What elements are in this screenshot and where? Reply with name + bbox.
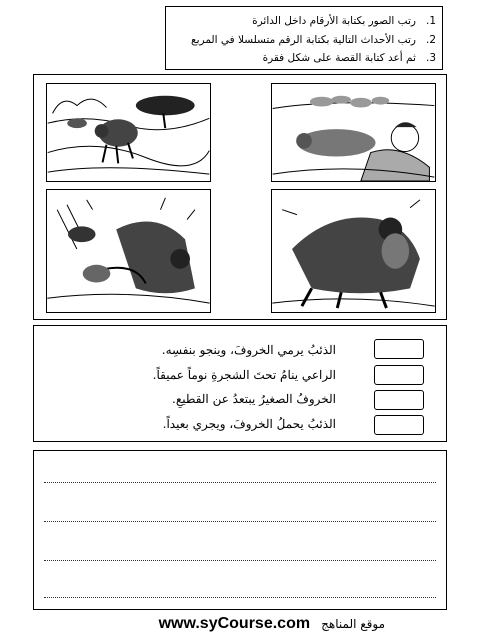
instruction-number: 3. bbox=[425, 52, 436, 64]
sentence-4: الذئبُ يحملُ الخروفَ، ويجري بعيداً. bbox=[162, 417, 336, 431]
order-box-2[interactable] bbox=[374, 365, 424, 385]
shepherd-sleeping-with-sheep-illustration bbox=[272, 84, 435, 181]
instruction-number: 2. bbox=[425, 34, 436, 46]
wolf-carrying-lamb-illustration bbox=[272, 190, 435, 312]
order-box-3[interactable] bbox=[374, 390, 424, 410]
instruction-3 bbox=[263, 52, 436, 64]
order-box-4[interactable] bbox=[374, 415, 424, 435]
sentence-3: الخروفُ الصغيرُ يبتعدُ عن القطيعِ. bbox=[172, 392, 336, 406]
sentence-2: الراعي ينامُ تحتَ الشجرةِ نوماً عميقاً. bbox=[152, 368, 336, 382]
picture-wolf-carrying bbox=[271, 189, 436, 313]
sentences-box bbox=[33, 325, 447, 442]
instruction-text: ثم أعد كتابة القصة على شكل فقرة bbox=[262, 52, 416, 64]
instruction-1 bbox=[252, 15, 436, 27]
sentence-1: الذئبُ يرمي الخروفَ، وينجو بنفسِه. bbox=[161, 343, 336, 357]
picture-grid bbox=[33, 74, 447, 320]
instructions-box bbox=[165, 6, 443, 70]
instruction-2 bbox=[191, 34, 436, 46]
site-url[interactable]: www.syCourse.com bbox=[158, 615, 311, 632]
writing-line[interactable] bbox=[44, 560, 436, 561]
picture-shepherd-sleeping bbox=[271, 83, 436, 182]
writing-line[interactable] bbox=[44, 521, 436, 522]
instruction-text: رتب الصور بكتابة الأرقام داخل الدائرة bbox=[252, 15, 416, 27]
site-name: موقع المناهج bbox=[321, 617, 385, 631]
picture-wolf-in-field bbox=[46, 83, 211, 182]
instruction-text: رتب الأحداث التالية بكتابة الرقم متسلسلا في المربع bbox=[191, 34, 416, 46]
order-box-1[interactable] bbox=[374, 339, 424, 359]
instruction-number: 1. bbox=[425, 15, 436, 27]
wolf-attacking-lamb-illustration bbox=[47, 190, 210, 312]
wolf-in-field-illustration bbox=[47, 84, 210, 181]
paragraph-writing-box[interactable] bbox=[33, 450, 447, 610]
site-footer bbox=[159, 613, 385, 633]
picture-wolf-attacking bbox=[46, 189, 211, 313]
writing-line[interactable] bbox=[44, 482, 436, 483]
writing-line[interactable] bbox=[44, 597, 436, 598]
